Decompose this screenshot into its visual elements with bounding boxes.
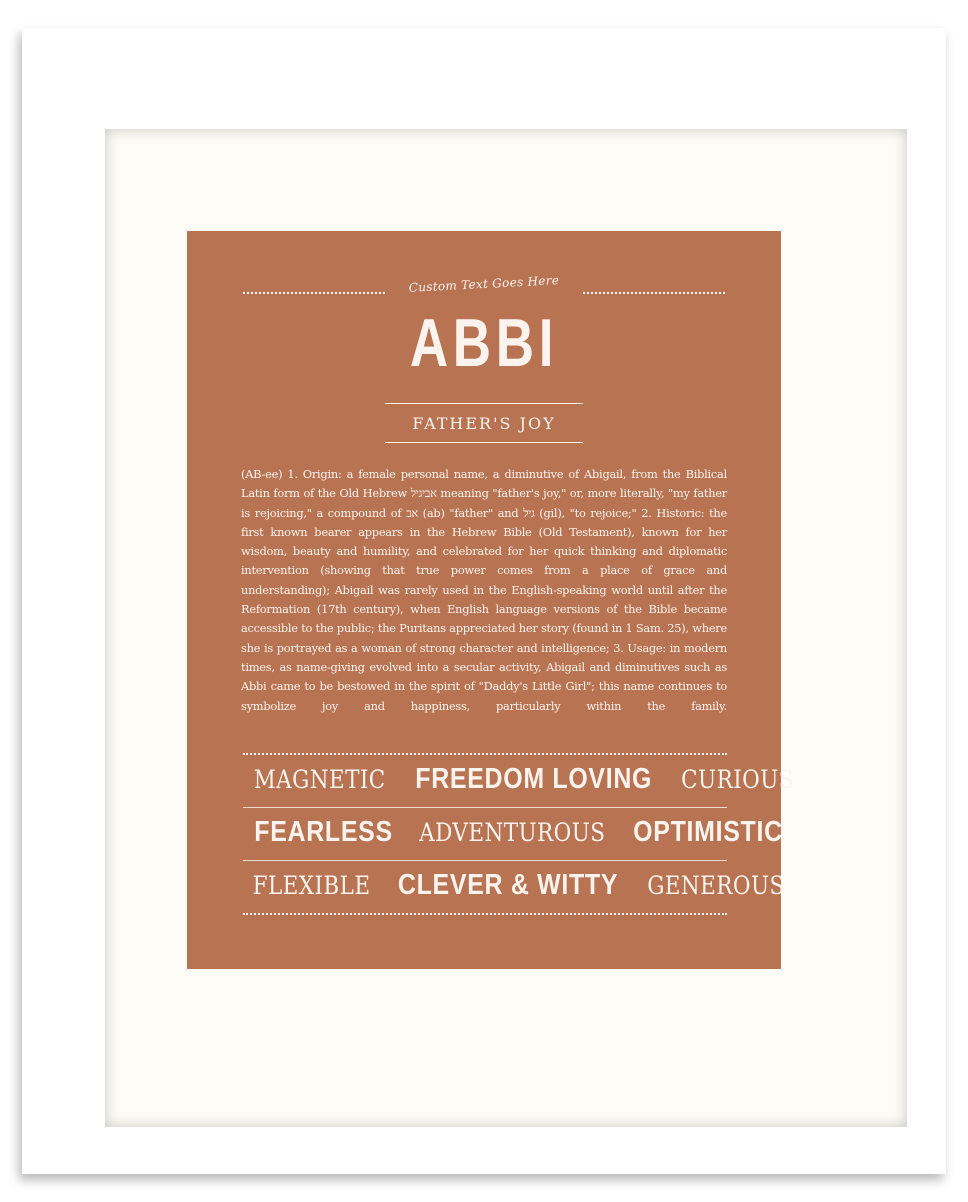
trait-row-1 — [243, 763, 794, 796]
name-poster — [187, 231, 794, 969]
dotted-divider-left — [243, 292, 385, 294]
trait-word: GENEROUS — [647, 871, 785, 900]
dotted-divider-right — [583, 292, 725, 294]
trait-word: FLEXIBLE — [252, 871, 371, 900]
trait-word: FREEDOM LOVING — [415, 763, 653, 795]
trait-word: MAGNETIC — [253, 765, 386, 794]
trait-word: FEARLESS — [254, 816, 393, 848]
dotted-divider-traits-bottom — [243, 913, 727, 915]
trait-word: CLEVER & WITTY — [398, 869, 619, 901]
trait-divider — [243, 860, 727, 861]
name-meaning: FATHER'S JOY — [412, 414, 556, 433]
trait-word: CURIOUS — [681, 765, 794, 794]
trait-divider — [243, 807, 727, 808]
dotted-divider-traits-top — [243, 753, 727, 755]
meaning-rule-bottom — [385, 442, 583, 443]
trait-row-2 — [243, 816, 783, 849]
name-definition: (AB-ee) 1. Origin: a female personal name, a diminutive of Abigail, from the Biblical Latin form of the Old Hebrew אביגיל meaning "father's joy," or, more literally, "my father is rejoicing," a compound of אב (ab) "father" and גיל (gil), "to rejoice;" 2. Historic: the first known bearer appears in the Hebrew Bible (Old Testament), known for her wisdom, beauty and humility, and celebrated for her quick thinking and diplomatic intervention (showing that true power comes from a place of grace and understanding); Abigail was rarely used in the English-speaking world until after the Reformation (17th century), when English language versions of the Bible became accessible to the public; the Puritans appreciated her story (found in 1 Sam. 25), where she is portrayed as a woman of strong character and intelligence; 3. Usage: in modern times, as name-giving evolved into a secular activity, Abigail and diminutives such as Abbi came to be bestowed in the spirit of "Daddy's Little Girl"; this name continues to symbolize joy and happiness, particularly within the family. — [241, 467, 728, 713]
custom-text: Custom Text Goes Here — [408, 273, 560, 295]
trait-word: OPTIMISTIC — [632, 816, 783, 848]
trait-word: ADVENTUROUS — [419, 818, 606, 847]
name-title: ABBI — [409, 305, 559, 381]
meaning-rule-top — [385, 403, 583, 404]
trait-row-3 — [243, 869, 785, 902]
